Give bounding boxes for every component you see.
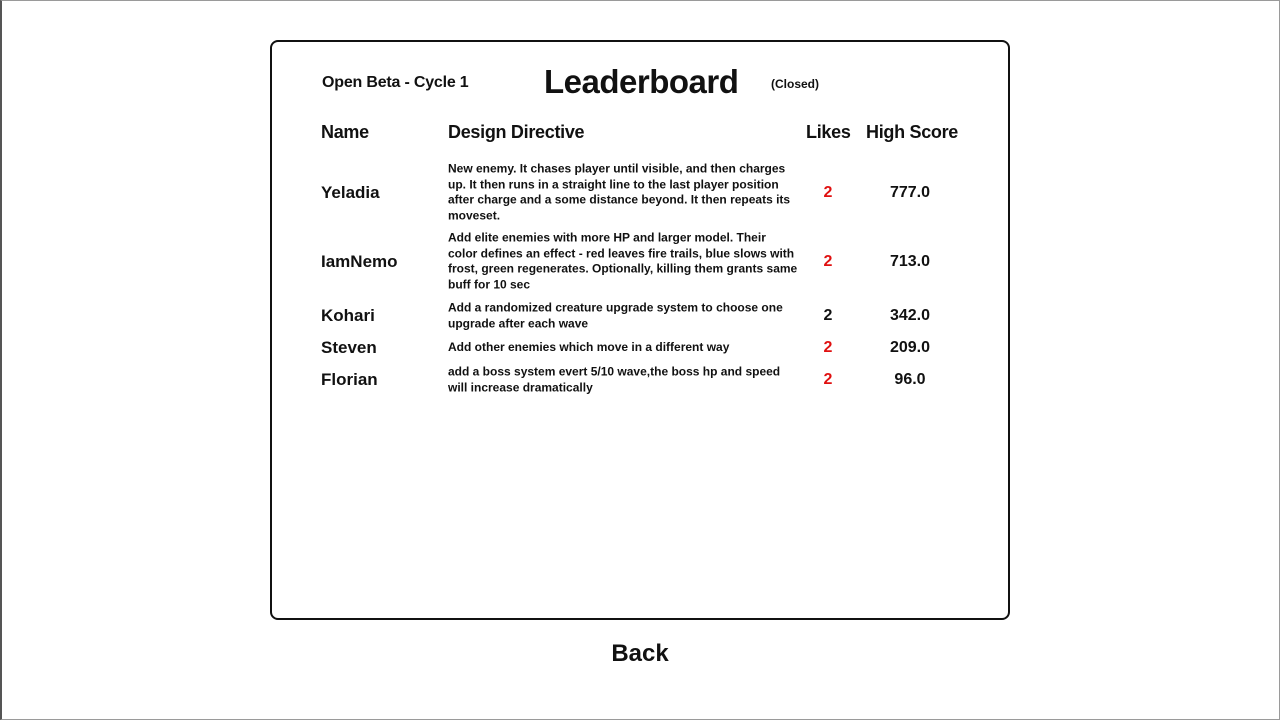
column-header-name: Name — [321, 122, 369, 142]
design-directive: add a boss system evert 5/10 wave,the boss hp and speed will increase dramatically — [448, 364, 781, 394]
player-name: Steven — [321, 338, 377, 357]
high-score: 713.0 — [889, 253, 931, 270]
player-name: IamNemo — [321, 252, 398, 271]
player-name: Yeladia — [321, 183, 380, 202]
back-button[interactable]: Back — [600, 640, 680, 668]
high-score: 96.0 — [894, 371, 926, 388]
player-name: Florian — [321, 370, 378, 389]
likes-count[interactable]: 2 — [823, 253, 833, 270]
status-badge: (Closed) — [771, 77, 819, 91]
likes-count[interactable]: 2 — [823, 339, 833, 356]
column-header-likes: Likes — [806, 122, 851, 142]
design-directive: Add other enemies which move in a different way — [448, 340, 730, 355]
design-directive: Add elite enemies with more HP and larger model. Their color defines an effect - red leaves fire trails, blue slows with frost, green regenerates. Optionally, killing them grants same buff for 10 sec — [448, 230, 798, 292]
likes-count[interactable]: 2 — [823, 184, 833, 201]
high-score: 209.0 — [889, 339, 931, 356]
design-directive: New enemy. It chases player until visible, and then charges up. It then runs in a straight line to the last player position after charge and a some distance beyond. It then repeats its moveset. — [448, 161, 791, 223]
column-header-directive: Design Directive — [448, 122, 585, 142]
likes-count[interactable]: 2 — [823, 371, 833, 388]
high-score: 777.0 — [889, 184, 931, 201]
cycle-label: Open Beta - Cycle 1 — [322, 74, 469, 91]
likes-count[interactable]: 2 — [823, 307, 833, 324]
column-header-high-score: High Score — [866, 122, 959, 142]
leaderboard-panel — [270, 40, 1010, 620]
page-title: Leaderboard — [544, 63, 739, 100]
player-name: Kohari — [321, 306, 375, 325]
design-directive: Add a randomized creature upgrade system to choose one upgrade after each wave — [448, 300, 783, 330]
high-score: 342.0 — [889, 307, 931, 324]
